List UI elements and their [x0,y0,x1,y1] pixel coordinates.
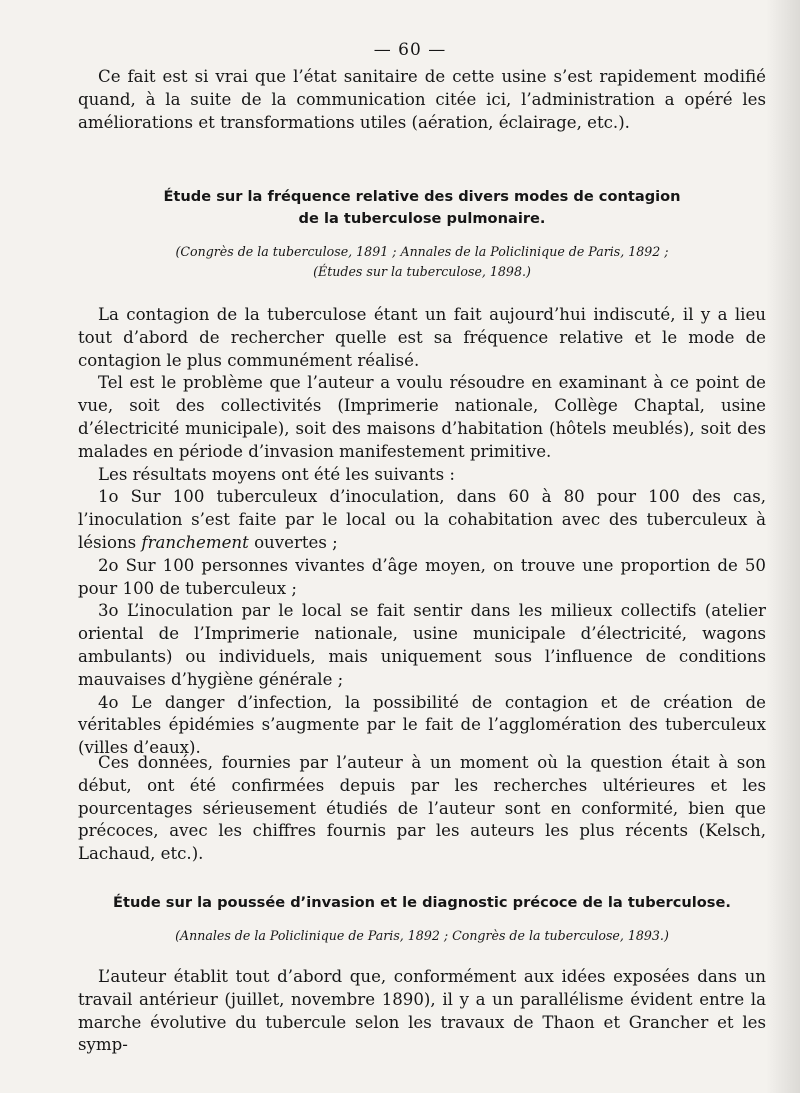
section2-paragraph-1: L’auteur établit tout d’abord que, conformément aux idées exposées dans un travail antérieur (juillet, novembre 1890), il y a un parallélisme évident entre la marche évolutive du tubercule selon les travaux de Thaon et Grancher et les symp- [78,967,766,1055]
section1-paragraph-3: Les résultats moyens ont été les suivants : [98,464,455,484]
section1-paragraph-4: Ces données, fournies par l’auteur à un moment où la question était à son début, ont été confirmées depuis par les recherches ultérieures et les pourcentages sérieusement étudiés de l’auteur sont en conformité, bien que précoces, avec les chiffres fournis par les auteurs les plus récents (Kelsch, Lachaud, etc.). [78,753,766,864]
section1-reference-line2: (Études sur la tuberculose, 1898.) [313,264,531,279]
section2-title: Étude sur la poussée d’invasion et le diagnostic précoce de la tuberculose. [113,894,731,911]
section1-conclusion [78,752,766,866]
intro-block [78,66,766,134]
section1-item-3: 3o L’inoculation par le local se fait sentir dans les milieux collectifs (atelier oriental de l’Imprimerie nationale, usine municipale d’électricité, wagons ambulants) ou individuels, mais uniquement sous l’influence de conditions mauvaises d’hygiène générale ; [78,601,766,689]
item1-text-before: 1o Sur 100 tuberculeux d’inoculation, dans 60 à 80 pour 100 des cas, l’inoculation s’est faite par le local ou la cohabitation avec des tuberculeux à lésions [78,487,766,552]
page-edge-shadow [766,0,800,1093]
section1-title-line2: de la tuberculose pulmonaire. [298,210,546,227]
item1-emphasis: franchement [141,532,249,552]
intro-paragraph: Ce fait est si vrai que l’état sanitaire de cette usine s’est rapidement modifié quand, à la suite de la communication citée ici, l’administration a opéré les améliorations et transformations utiles (aération, éclairage, etc.). [78,67,766,132]
page-number: — 60 — [373,40,447,60]
section1-paragraph-1: La contagion de la tuberculose étant un fait aujourd’hui indiscuté, il y a lieu tout d’abord de rechercher quelle est sa fréquence relative et le mode de contagion le plus communément réalisé. [78,305,766,370]
section1-paragraph-2: Tel est le problème que l’auteur a voulu résoudre en examinant à ce point de vue, soit des collectivités (Imprimerie nationale, Collège Chaptal, usine d’électricité municipale), soit des maisons d’habitation (hôtels meublés), soit des malades en période d’invasion manifestement primitive. [78,373,766,461]
item1-text-after: ouvertes ; [248,532,338,552]
section1-item-1 [78,486,766,554]
section1-item-2: 2o Sur 100 personnes vivantes d’âge moyen, on trouve une proportion de 50 pour 100 de tuberculeux ; [78,555,766,598]
section1-item-4: 4o Le danger d’infection, la possibilité de contagion et de création de véritables épidémies s’augmente par le fait de l’agglomération des tuberculeux (villes d’eaux). [78,692,766,758]
section2-reference: (Annales de la Policlinique de Paris, 1892 ; Congrès de la tuberculose, 1893.) [175,928,669,943]
section2-body [78,966,766,1057]
section1-title-line1: Étude sur la fréquence relative des divers modes de contagion [163,188,681,205]
section1-body [78,304,766,760]
section1-reference-line1: (Congrès de la tuberculose, 1891 ; Annales de la Policlinique de Paris, 1892 ; [175,244,669,259]
